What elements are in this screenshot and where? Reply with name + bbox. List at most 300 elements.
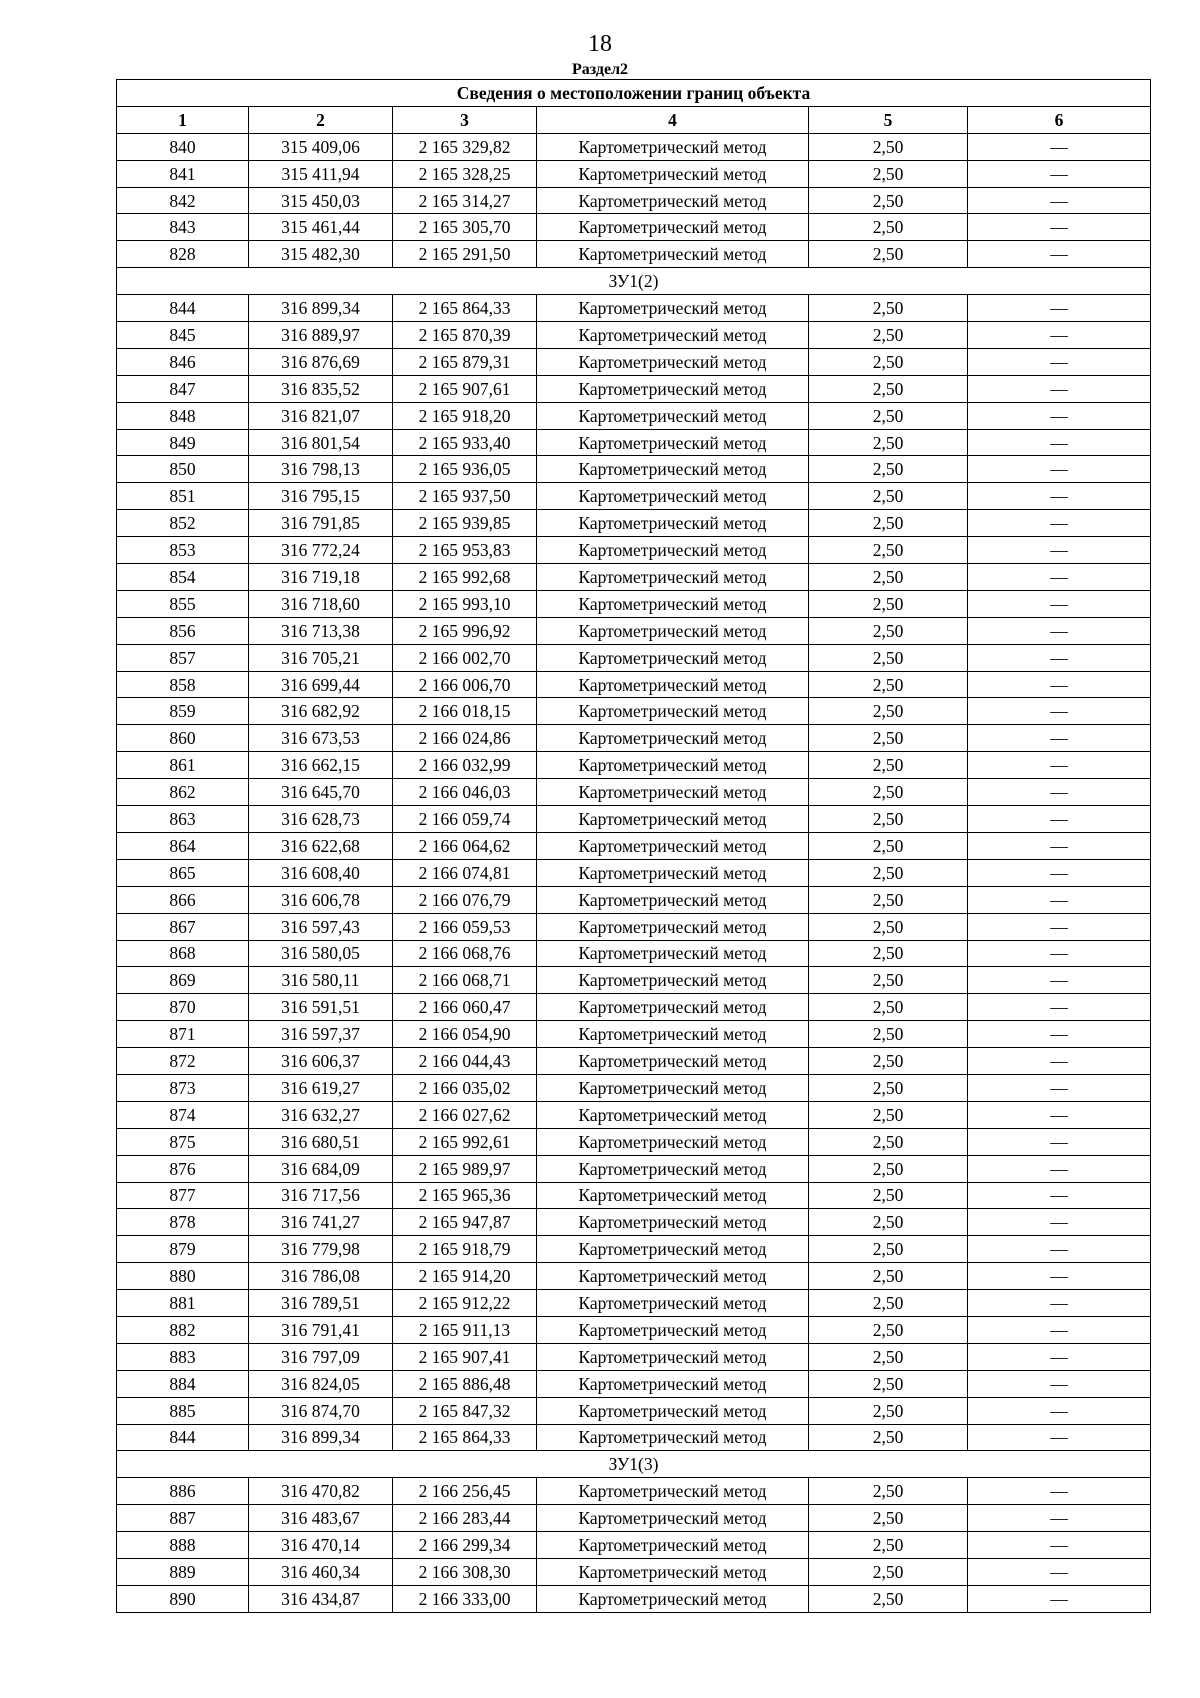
method-cell: Картометрический метод [537, 725, 809, 752]
coordinate-y-cell: 2 166 308,30 [393, 1558, 537, 1585]
method-cell: Картометрический метод [537, 1343, 809, 1370]
coordinate-x-cell: 316 801,54 [249, 429, 393, 456]
accuracy-cell: 2,50 [809, 806, 968, 833]
accuracy-cell: 2,50 [809, 1209, 968, 1236]
accuracy-cell: 2,50 [809, 967, 968, 994]
table-row [117, 1505, 1151, 1532]
coordinate-x-cell: 316 899,34 [249, 295, 393, 322]
coordinate-y-cell: 2 166 035,02 [393, 1074, 537, 1101]
table-row [117, 483, 1151, 510]
coordinate-x-cell: 316 632,27 [249, 1101, 393, 1128]
coordinate-x-cell: 316 718,60 [249, 590, 393, 617]
coordinate-y-cell: 2 165 992,68 [393, 564, 537, 591]
coordinate-y-cell: 2 165 314,27 [393, 187, 537, 214]
note-cell: — [968, 886, 1151, 913]
coordinate-x-cell: 316 608,40 [249, 859, 393, 886]
point-number-cell: 844 [117, 1424, 249, 1451]
boundary-coordinates-table [116, 79, 1151, 1613]
note-cell: — [968, 160, 1151, 187]
table-row [117, 1558, 1151, 1585]
point-number-cell: 888 [117, 1532, 249, 1559]
method-cell: Картометрический метод [537, 1021, 809, 1048]
note-cell: — [968, 644, 1151, 671]
note-cell: — [968, 671, 1151, 698]
coordinate-y-cell: 2 165 911,13 [393, 1316, 537, 1343]
point-number-cell: 883 [117, 1343, 249, 1370]
point-number-cell: 850 [117, 456, 249, 483]
method-cell: Картометрический метод [537, 510, 809, 537]
point-number-cell: 873 [117, 1074, 249, 1101]
table-body [117, 80, 1151, 1613]
accuracy-cell: 2,50 [809, 1505, 968, 1532]
accuracy-cell: 2,50 [809, 832, 968, 859]
method-cell: Картометрический метод [537, 1263, 809, 1290]
column-header: 1 [117, 106, 249, 133]
method-cell: Картометрический метод [537, 940, 809, 967]
accuracy-cell: 2,50 [809, 671, 968, 698]
note-cell: — [968, 1397, 1151, 1424]
accuracy-cell: 2,50 [809, 725, 968, 752]
coordinate-y-cell: 2 166 059,74 [393, 806, 537, 833]
coordinate-y-cell: 2 166 054,90 [393, 1021, 537, 1048]
coordinate-y-cell: 2 166 064,62 [393, 832, 537, 859]
method-cell: Картометрический метод [537, 133, 809, 160]
coordinate-y-cell: 2 166 068,71 [393, 967, 537, 994]
accuracy-cell: 2,50 [809, 1128, 968, 1155]
note-cell: — [968, 375, 1151, 402]
method-cell: Картометрический метод [537, 913, 809, 940]
method-cell: Картометрический метод [537, 671, 809, 698]
accuracy-cell: 2,50 [809, 590, 968, 617]
coordinate-y-cell: 2 166 024,86 [393, 725, 537, 752]
table-row [117, 1585, 1151, 1612]
coordinate-x-cell: 316 795,15 [249, 483, 393, 510]
accuracy-cell: 2,50 [809, 402, 968, 429]
point-number-cell: 851 [117, 483, 249, 510]
point-number-cell: 870 [117, 994, 249, 1021]
table-row [117, 1074, 1151, 1101]
coordinate-x-cell: 316 798,13 [249, 456, 393, 483]
accuracy-cell: 2,50 [809, 348, 968, 375]
method-cell: Картометрический метод [537, 187, 809, 214]
coordinate-x-cell: 316 824,05 [249, 1370, 393, 1397]
note-cell: — [968, 1209, 1151, 1236]
note-cell: — [968, 994, 1151, 1021]
point-number-cell: 887 [117, 1505, 249, 1532]
coordinate-x-cell: 316 719,18 [249, 564, 393, 591]
table-row [117, 644, 1151, 671]
accuracy-cell: 2,50 [809, 322, 968, 349]
note-cell: — [968, 1263, 1151, 1290]
accuracy-cell: 2,50 [809, 1478, 968, 1505]
coordinate-x-cell: 316 606,78 [249, 886, 393, 913]
table-row [117, 752, 1151, 779]
coordinate-y-cell: 2 165 947,87 [393, 1209, 537, 1236]
table-row [117, 967, 1151, 994]
table-row [117, 241, 1151, 268]
table-row [117, 1236, 1151, 1263]
coordinate-y-cell: 2 165 291,50 [393, 241, 537, 268]
point-number-cell: 865 [117, 859, 249, 886]
accuracy-cell: 2,50 [809, 779, 968, 806]
coordinate-x-cell: 316 821,07 [249, 402, 393, 429]
point-number-cell: 849 [117, 429, 249, 456]
point-number-cell: 882 [117, 1316, 249, 1343]
note-cell: — [968, 967, 1151, 994]
coordinate-y-cell: 2 165 847,32 [393, 1397, 537, 1424]
accuracy-cell: 2,50 [809, 1343, 968, 1370]
table-row [117, 671, 1151, 698]
point-number-cell: 828 [117, 241, 249, 268]
method-cell: Картометрический метод [537, 375, 809, 402]
point-number-cell: 861 [117, 752, 249, 779]
method-cell: Картометрический метод [537, 832, 809, 859]
coordinate-y-cell: 2 165 305,70 [393, 214, 537, 241]
method-cell: Картометрический метод [537, 564, 809, 591]
coordinate-y-cell: 2 165 864,33 [393, 1424, 537, 1451]
coordinate-y-cell: 2 165 914,20 [393, 1263, 537, 1290]
point-number-cell: 855 [117, 590, 249, 617]
accuracy-cell: 2,50 [809, 510, 968, 537]
note-cell: — [968, 295, 1151, 322]
accuracy-cell: 2,50 [809, 214, 968, 241]
coordinate-x-cell: 316 772,24 [249, 537, 393, 564]
accuracy-cell: 2,50 [809, 187, 968, 214]
table-row [117, 940, 1151, 967]
coordinate-x-cell: 316 684,09 [249, 1155, 393, 1182]
accuracy-cell: 2,50 [809, 160, 968, 187]
method-cell: Картометрический метод [537, 1397, 809, 1424]
page-number: 18 [588, 31, 612, 57]
note-cell: — [968, 806, 1151, 833]
coordinate-x-cell: 316 580,05 [249, 940, 393, 967]
coordinate-y-cell: 2 166 046,03 [393, 779, 537, 806]
point-number-cell: 877 [117, 1182, 249, 1209]
coordinate-y-cell: 2 165 912,22 [393, 1290, 537, 1317]
coordinate-y-cell: 2 166 299,34 [393, 1532, 537, 1559]
coordinate-x-cell: 316 622,68 [249, 832, 393, 859]
table-row [117, 1316, 1151, 1343]
accuracy-cell: 2,50 [809, 241, 968, 268]
note-cell: — [968, 1424, 1151, 1451]
table-row [117, 832, 1151, 859]
table-row [117, 1478, 1151, 1505]
point-number-cell: 841 [117, 160, 249, 187]
table-row [117, 510, 1151, 537]
accuracy-cell: 2,50 [809, 1074, 968, 1101]
point-number-cell: 843 [117, 214, 249, 241]
table-caption-row [117, 80, 1151, 107]
table-row [117, 1532, 1151, 1559]
note-cell: — [968, 348, 1151, 375]
accuracy-cell: 2,50 [809, 886, 968, 913]
point-number-cell: 871 [117, 1021, 249, 1048]
table-row [117, 1290, 1151, 1317]
coordinate-y-cell: 2 165 918,79 [393, 1236, 537, 1263]
accuracy-cell: 2,50 [809, 483, 968, 510]
note-cell: — [968, 590, 1151, 617]
accuracy-cell: 2,50 [809, 994, 968, 1021]
coordinate-x-cell: 316 591,51 [249, 994, 393, 1021]
coordinate-x-cell: 316 680,51 [249, 1128, 393, 1155]
method-cell: Картометрический метод [537, 1048, 809, 1075]
table-row [117, 859, 1151, 886]
section-title: Раздел2 [571, 61, 629, 78]
accuracy-cell: 2,50 [809, 1424, 968, 1451]
point-number-cell: 845 [117, 322, 249, 349]
note-cell: — [968, 1101, 1151, 1128]
accuracy-cell: 2,50 [809, 375, 968, 402]
accuracy-cell: 2,50 [809, 698, 968, 725]
table-row [117, 187, 1151, 214]
coordinate-x-cell: 316 460,34 [249, 1558, 393, 1585]
note-cell: — [968, 1290, 1151, 1317]
note-cell: — [968, 187, 1151, 214]
table-row [117, 1128, 1151, 1155]
note-cell: — [968, 725, 1151, 752]
note-cell: — [968, 940, 1151, 967]
table-row [117, 1101, 1151, 1128]
accuracy-cell: 2,50 [809, 429, 968, 456]
coordinate-x-cell: 316 628,73 [249, 806, 393, 833]
coordinate-x-cell: 316 645,70 [249, 779, 393, 806]
point-number-cell: 875 [117, 1128, 249, 1155]
column-header: 6 [968, 106, 1151, 133]
coordinate-y-cell: 2 166 027,62 [393, 1101, 537, 1128]
note-cell: — [968, 1021, 1151, 1048]
point-number-cell: 840 [117, 133, 249, 160]
coordinate-x-cell: 316 470,82 [249, 1478, 393, 1505]
coordinate-x-cell: 316 470,14 [249, 1532, 393, 1559]
coordinate-y-cell: 2 165 992,61 [393, 1128, 537, 1155]
note-cell: — [968, 1532, 1151, 1559]
group-label: ЗУ1(2) [117, 268, 1151, 295]
note-cell: — [968, 537, 1151, 564]
coordinate-y-cell: 2 165 933,40 [393, 429, 537, 456]
accuracy-cell: 2,50 [809, 133, 968, 160]
method-cell: Картометрический метод [537, 590, 809, 617]
point-number-cell: 853 [117, 537, 249, 564]
point-number-cell: 868 [117, 940, 249, 967]
note-cell: — [968, 859, 1151, 886]
method-cell: Картометрический метод [537, 160, 809, 187]
coordinate-y-cell: 2 166 333,00 [393, 1585, 537, 1612]
point-number-cell: 879 [117, 1236, 249, 1263]
coordinate-x-cell: 315 461,44 [249, 214, 393, 241]
point-number-cell: 866 [117, 886, 249, 913]
note-cell: — [968, 483, 1151, 510]
point-number-cell: 856 [117, 617, 249, 644]
note-cell: — [968, 1478, 1151, 1505]
table-row [117, 886, 1151, 913]
table-row [117, 1397, 1151, 1424]
coordinate-x-cell: 316 606,37 [249, 1048, 393, 1075]
coordinate-x-cell: 315 450,03 [249, 187, 393, 214]
table-row [117, 1343, 1151, 1370]
coordinate-x-cell: 316 835,52 [249, 375, 393, 402]
group-row [117, 1451, 1151, 1478]
method-cell: Картометрический метод [537, 1101, 809, 1128]
point-number-cell: 884 [117, 1370, 249, 1397]
column-header: 4 [537, 106, 809, 133]
column-header: 5 [809, 106, 968, 133]
table-row [117, 1424, 1151, 1451]
accuracy-cell: 2,50 [809, 1532, 968, 1559]
accuracy-cell: 2,50 [809, 1021, 968, 1048]
point-number-cell: 876 [117, 1155, 249, 1182]
coordinate-x-cell: 316 619,27 [249, 1074, 393, 1101]
note-cell: — [968, 1236, 1151, 1263]
coordinate-y-cell: 2 166 059,53 [393, 913, 537, 940]
table-row [117, 698, 1151, 725]
method-cell: Картометрический метод [537, 698, 809, 725]
point-number-cell: 890 [117, 1585, 249, 1612]
coordinate-y-cell: 2 166 006,70 [393, 671, 537, 698]
coordinate-x-cell: 316 673,53 [249, 725, 393, 752]
coordinate-x-cell: 316 791,41 [249, 1316, 393, 1343]
note-cell: — [968, 133, 1151, 160]
method-cell: Картометрический метод [537, 1155, 809, 1182]
note-cell: — [968, 1048, 1151, 1075]
group-row [117, 268, 1151, 295]
method-cell: Картометрический метод [537, 752, 809, 779]
coordinate-x-cell: 315 409,06 [249, 133, 393, 160]
note-cell: — [968, 322, 1151, 349]
accuracy-cell: 2,50 [809, 1236, 968, 1263]
coordinate-y-cell: 2 165 918,20 [393, 402, 537, 429]
table-row [117, 994, 1151, 1021]
coordinate-y-cell: 2 165 328,25 [393, 160, 537, 187]
point-number-cell: 852 [117, 510, 249, 537]
table-row [117, 322, 1151, 349]
method-cell: Картометрический метод [537, 1182, 809, 1209]
coordinate-y-cell: 2 166 256,45 [393, 1478, 537, 1505]
accuracy-cell: 2,50 [809, 1370, 968, 1397]
method-cell: Картометрический метод [537, 1074, 809, 1101]
point-number-cell: 885 [117, 1397, 249, 1424]
note-cell: — [968, 1585, 1151, 1612]
method-cell: Картометрический метод [537, 322, 809, 349]
coordinate-x-cell: 316 705,21 [249, 644, 393, 671]
table-row [117, 1155, 1151, 1182]
coordinate-x-cell: 316 874,70 [249, 1397, 393, 1424]
coordinate-x-cell: 316 713,38 [249, 617, 393, 644]
point-number-cell: 854 [117, 564, 249, 591]
method-cell: Картометрический метод [537, 1424, 809, 1451]
column-header: 3 [393, 106, 537, 133]
table-row [117, 133, 1151, 160]
note-cell: — [968, 1074, 1151, 1101]
table-row [117, 617, 1151, 644]
point-number-cell: 863 [117, 806, 249, 833]
method-cell: Картометрический метод [537, 994, 809, 1021]
table-row [117, 429, 1151, 456]
accuracy-cell: 2,50 [809, 295, 968, 322]
coordinate-y-cell: 2 165 864,33 [393, 295, 537, 322]
table-row [117, 348, 1151, 375]
method-cell: Картометрический метод [537, 644, 809, 671]
table-row [117, 1182, 1151, 1209]
coordinate-x-cell: 316 789,51 [249, 1290, 393, 1317]
method-cell: Картометрический метод [537, 241, 809, 268]
coordinate-x-cell: 316 580,11 [249, 967, 393, 994]
note-cell: — [968, 214, 1151, 241]
accuracy-cell: 2,50 [809, 1290, 968, 1317]
point-number-cell: 844 [117, 295, 249, 322]
coordinate-x-cell: 316 779,98 [249, 1236, 393, 1263]
coordinate-x-cell: 316 483,67 [249, 1505, 393, 1532]
note-cell: — [968, 779, 1151, 806]
table-row [117, 537, 1151, 564]
coordinate-y-cell: 2 165 907,41 [393, 1343, 537, 1370]
point-number-cell: 842 [117, 187, 249, 214]
point-number-cell: 880 [117, 1263, 249, 1290]
table-row [117, 913, 1151, 940]
table-row [117, 725, 1151, 752]
method-cell: Картометрический метод [537, 1128, 809, 1155]
coordinate-y-cell: 2 165 953,83 [393, 537, 537, 564]
note-cell: — [968, 241, 1151, 268]
coordinate-x-cell: 316 699,44 [249, 671, 393, 698]
note-cell: — [968, 510, 1151, 537]
coordinate-y-cell: 2 165 886,48 [393, 1370, 537, 1397]
point-number-cell: 867 [117, 913, 249, 940]
table-row [117, 806, 1151, 833]
table-row [117, 456, 1151, 483]
coordinate-y-cell: 2 166 076,79 [393, 886, 537, 913]
point-number-cell: 846 [117, 348, 249, 375]
point-number-cell: 872 [117, 1048, 249, 1075]
method-cell: Картометрический метод [537, 537, 809, 564]
note-cell: — [968, 698, 1151, 725]
accuracy-cell: 2,50 [809, 456, 968, 483]
accuracy-cell: 2,50 [809, 1182, 968, 1209]
coordinate-x-cell: 316 682,92 [249, 698, 393, 725]
method-cell: Картометрический метод [537, 1585, 809, 1612]
method-cell: Картометрический метод [537, 1316, 809, 1343]
method-cell: Картометрический метод [537, 859, 809, 886]
note-cell: — [968, 1316, 1151, 1343]
accuracy-cell: 2,50 [809, 1585, 968, 1612]
method-cell: Картометрический метод [537, 1505, 809, 1532]
coordinate-y-cell: 2 165 993,10 [393, 590, 537, 617]
table-row [117, 214, 1151, 241]
point-number-cell: 864 [117, 832, 249, 859]
coordinate-y-cell: 2 165 937,50 [393, 483, 537, 510]
accuracy-cell: 2,50 [809, 564, 968, 591]
accuracy-cell: 2,50 [809, 1397, 968, 1424]
method-cell: Картометрический метод [537, 779, 809, 806]
coordinate-x-cell: 316 434,87 [249, 1585, 393, 1612]
accuracy-cell: 2,50 [809, 1263, 968, 1290]
method-cell: Картометрический метод [537, 1478, 809, 1505]
coordinate-y-cell: 2 165 939,85 [393, 510, 537, 537]
method-cell: Картометрический метод [537, 402, 809, 429]
coordinate-x-cell: 316 597,37 [249, 1021, 393, 1048]
note-cell: — [968, 402, 1151, 429]
accuracy-cell: 2,50 [809, 859, 968, 886]
coordinate-x-cell: 316 717,56 [249, 1182, 393, 1209]
table-row [117, 779, 1151, 806]
accuracy-cell: 2,50 [809, 1101, 968, 1128]
coordinate-y-cell: 2 165 879,31 [393, 348, 537, 375]
point-number-cell: 858 [117, 671, 249, 698]
method-cell: Картометрический метод [537, 348, 809, 375]
note-cell: — [968, 1343, 1151, 1370]
note-cell: — [968, 429, 1151, 456]
method-cell: Картометрический метод [537, 429, 809, 456]
coordinate-y-cell: 2 166 032,99 [393, 752, 537, 779]
